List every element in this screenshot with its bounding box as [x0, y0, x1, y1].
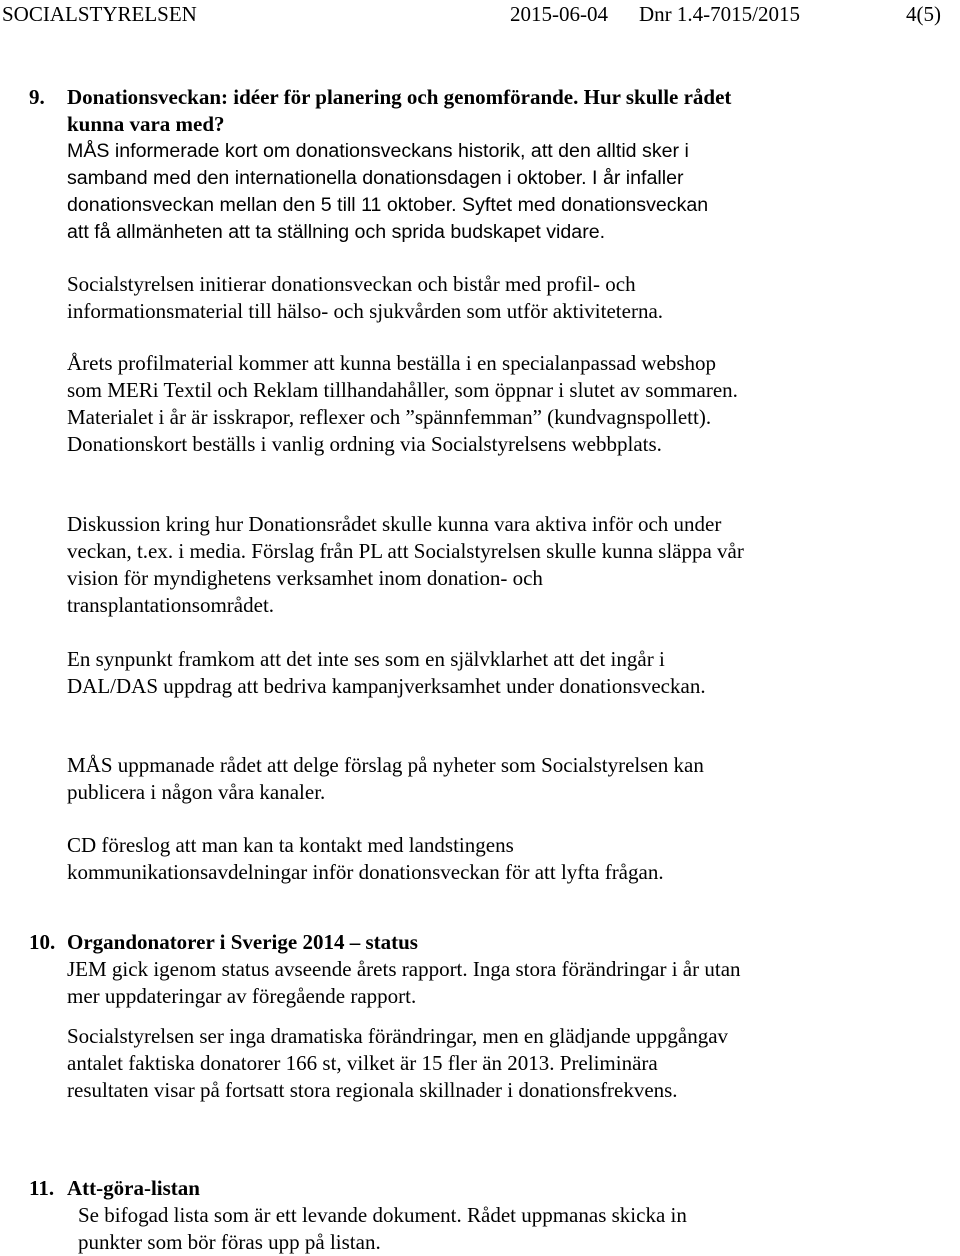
paragraph: Se bifogad lista som är ett levande dokument. Rådet uppmanas skicka in punkter som bör föras upp på listan.	[78, 1203, 687, 1254]
section-number: 11.	[29, 1176, 55, 1200]
section-title: Att-göra-listan	[67, 1176, 200, 1200]
paragraph: Socialstyrelsen initierar donationsveckan och bistår med profil- och informationsmaterial till hälso- och sjukvården som utför aktiviteterna.	[67, 272, 664, 323]
paragraph: Årets profilmaterial kommer att kunna beställa i en specialanpassad webshop som MERi Textil och Reklam tillhandahåller, som öppnar i slutet av sommaren. Materialet i år är isskrapor, reflexer och ”spännfemman” (kundvagnspollett). Donationskort beställs i vanlig ordning via Socialstyrelsens webbplats.	[67, 351, 738, 456]
section-title: Donationsveckan: idéer för planering och genomförande. Hur skulle rådet kunna vara med?	[67, 85, 732, 136]
paragraph: JEM gick igenom status avseende årets rapport. Inga stora förändringar i år utan mer uppdateringar av föregående rapport.	[67, 957, 741, 1008]
header-dnr: Dnr 1.4-7015/2015	[639, 2, 800, 26]
paragraph: MÅS uppmanade rådet att delge förslag på nyheter som Socialstyrelsen kan publicera i någon våra kanaler.	[67, 753, 704, 804]
header-org: SOCIALSTYRELSEN	[2, 2, 197, 26]
section-title: Organdonatorer i Sverige 2014 – status	[67, 930, 418, 954]
page-header	[0, 0, 960, 30]
section-number: 9.	[29, 85, 45, 109]
paragraph: CD föreslog att man kan ta kontakt med landstingens kommunikationsavdelningar inför donationsveckan för att lyfta frågan.	[67, 833, 664, 884]
paragraph: Socialstyrelsen ser inga dramatiska förändringar, men en glädjande uppgångav antalet faktiska donatorer 166 st, vilket är 15 fler än 2013. Preliminära resultaten visar på fortsatt stora regionala skillnader i donationsfrekvens.	[67, 1024, 729, 1102]
paragraph: MÅS informerade kort om donationsveckans historik, att den alltid sker i samband med den internationella donationsdagen i oktober. I år infaller donationsveckan mellan den 5 till 11 oktober. Syftet med donationsveckan att få allmänheten att ta ställning och sprida budskapet vidare.	[67, 140, 709, 243]
header-date: 2015-06-04	[510, 2, 608, 26]
header-page-number: 4(5)	[906, 2, 941, 26]
paragraph: Diskussion kring hur Donationsrådet skulle kunna vara aktiva inför och under veckan, t.ex. i media. Förslag från PL att Socialstyrelsen skulle kunna släppa vår vision för myndighetens verksamhet inom donation- och transplantationsområdet.	[67, 512, 744, 617]
paragraph: En synpunkt framkom att det inte ses som en självklarhet att det ingår i DAL/DAS uppdrag att bedriva kampanjverksamhet under donationsveckan.	[67, 647, 706, 698]
section-number: 10.	[29, 930, 56, 954]
